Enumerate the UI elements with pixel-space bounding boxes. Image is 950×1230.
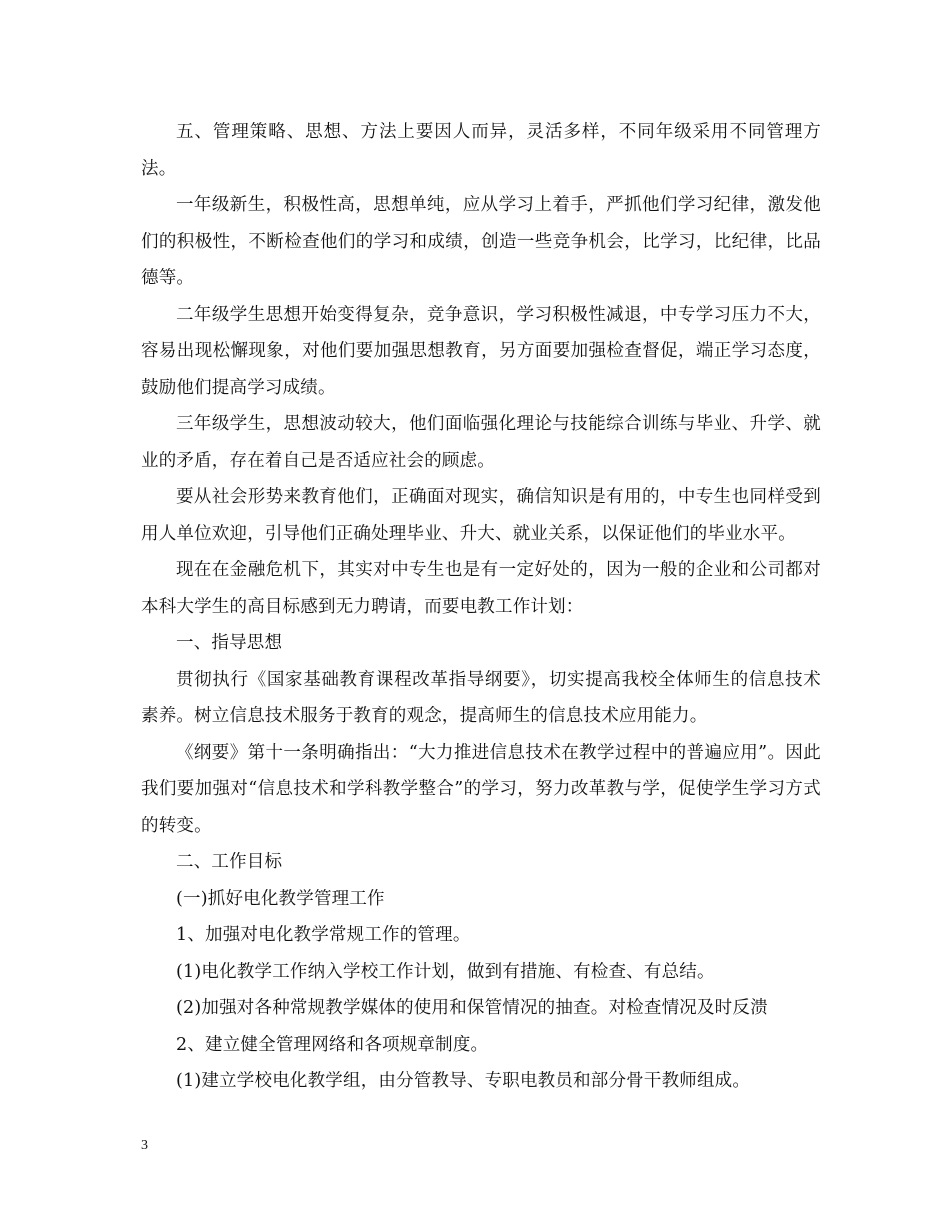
list-item-management-network: 2、建立健全管理网络和各项规章制度。 bbox=[176, 1034, 489, 1055]
list-item-media-inspection: (2)加强对各种常规教学媒体的使用和保管情况的抽查。对检查情况及时反溃 bbox=[176, 998, 768, 1018]
heading-guiding-ideology: 一、指导思想 bbox=[176, 633, 283, 653]
paragraph-social-education: 要从社会形势来教育他们，正确面对现实，确信知识是有用的，中专生也同样受到用人单位欢迎，引导他们正确处理毕业、升大、就业关系，以保证他们的毕业水平。 bbox=[141, 487, 821, 544]
list-item-routine-management: 1、加强对电化教学常规工作的管理。 bbox=[176, 925, 471, 945]
list-item-teaching-group: (1)建立学校电化教学组，由分管教导、专职电教员和部分骨干教师组成。 bbox=[176, 1071, 751, 1091]
paragraph-first-year: 一年级新生，积极性高，思想单纯，应从学习上着手，严抓他们学习纪律，激发他们的积极性，不断检查他们的学习和成绩，创造一些竞争机会，比学习，比纪律，比品德等。 bbox=[141, 195, 821, 288]
subheading-av-teaching-management: (一)抓好电化教学管理工作 bbox=[176, 888, 385, 909]
list-item-work-plan: (1)电化教学工作纳入学校工作计划，做到有措施、有检查、有总结。 bbox=[176, 961, 715, 982]
document-body bbox=[141, 114, 821, 1100]
paragraph-second-year: 二年级学生思想开始变得复杂，竞争意识，学习积极性减退，中专学习压力不大，容易出现松懈现象，对他们要加强思想教育，另方面要加强检查督促，端正学习态度，鼓励他们提高学习成绩。 bbox=[141, 304, 821, 398]
heading-work-goals: 二、工作目标 bbox=[176, 852, 283, 872]
paragraph-third-year: 三年级学生，思想波动较大，他们面临强化理论与技能综合训练与毕业、升学、就业的矛盾，存在着自己是否适应社会的顾虑。 bbox=[141, 414, 821, 471]
paragraph-financial-crisis: 现在在金融危机下，其实对中专生也是有一定好处的，因为一般的企业和公司都对本科大学生的高目标感到无力聘请，而要电教工作计划： bbox=[141, 560, 821, 617]
paragraph-management-strategy: 五、管理策略、思想、方法上要因人而异，灵活多样，不同年级采用不同管理方法。 bbox=[141, 122, 821, 179]
paragraph-guiding-outline: 贯彻执行《国家基础教育课程改革指导纲要》，切实提高我校全体师生的信息技术素养。树立信息技术服务于教育的观念，提高师生的信息技术应用能力。 bbox=[141, 669, 821, 726]
page-number: 3 bbox=[141, 1138, 148, 1153]
paragraph-outline-article: 《纲要》第十一条明确指出：“大力推进信息技术在教学过程中的普遍应用”。因此我们要加强对“信息技术和学科教学整合”的学习，努力改革教与学，促使学生学习方式的转变。 bbox=[141, 742, 821, 836]
